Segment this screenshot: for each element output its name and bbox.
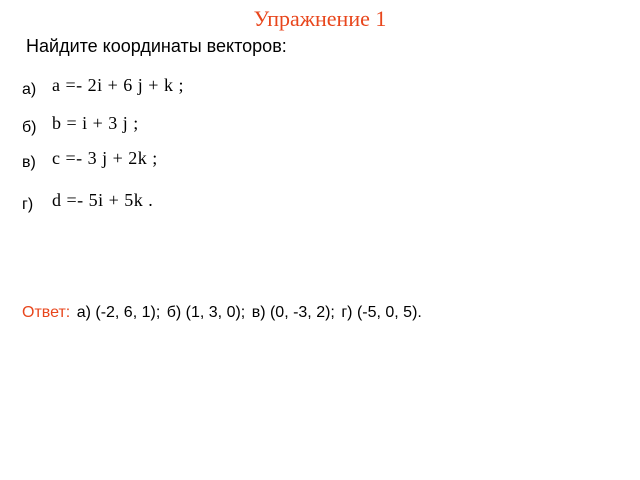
answer-item-a: а) (-2, 6, 1); [76, 304, 161, 321]
item-label: г) [22, 196, 34, 213]
item-label: б) [22, 119, 37, 136]
vector-formula: d =- 5i + 5k . [52, 190, 154, 210]
answer-label: Ответ: [22, 304, 71, 321]
vector-formula: c =- 3 j + 2k ; [52, 148, 158, 168]
exercise-prompt: Найдите координаты векторов: [26, 36, 287, 56]
answer-item-b: б) (1, 3, 0); [166, 304, 246, 321]
answer-item-c: в) (0, -3, 2); [251, 304, 335, 321]
item-label: в) [22, 154, 36, 171]
item-label: а) [22, 81, 37, 98]
vector-formula: a =- 2i + 6 j + k ; [52, 75, 184, 95]
exercise-title: Упражнение 1 [253, 6, 387, 31]
vector-formula: b = i + 3 j ; [52, 113, 139, 133]
answer-line [22, 304, 422, 322]
answer-item-d: г) (-5, 0, 5). [341, 304, 422, 321]
